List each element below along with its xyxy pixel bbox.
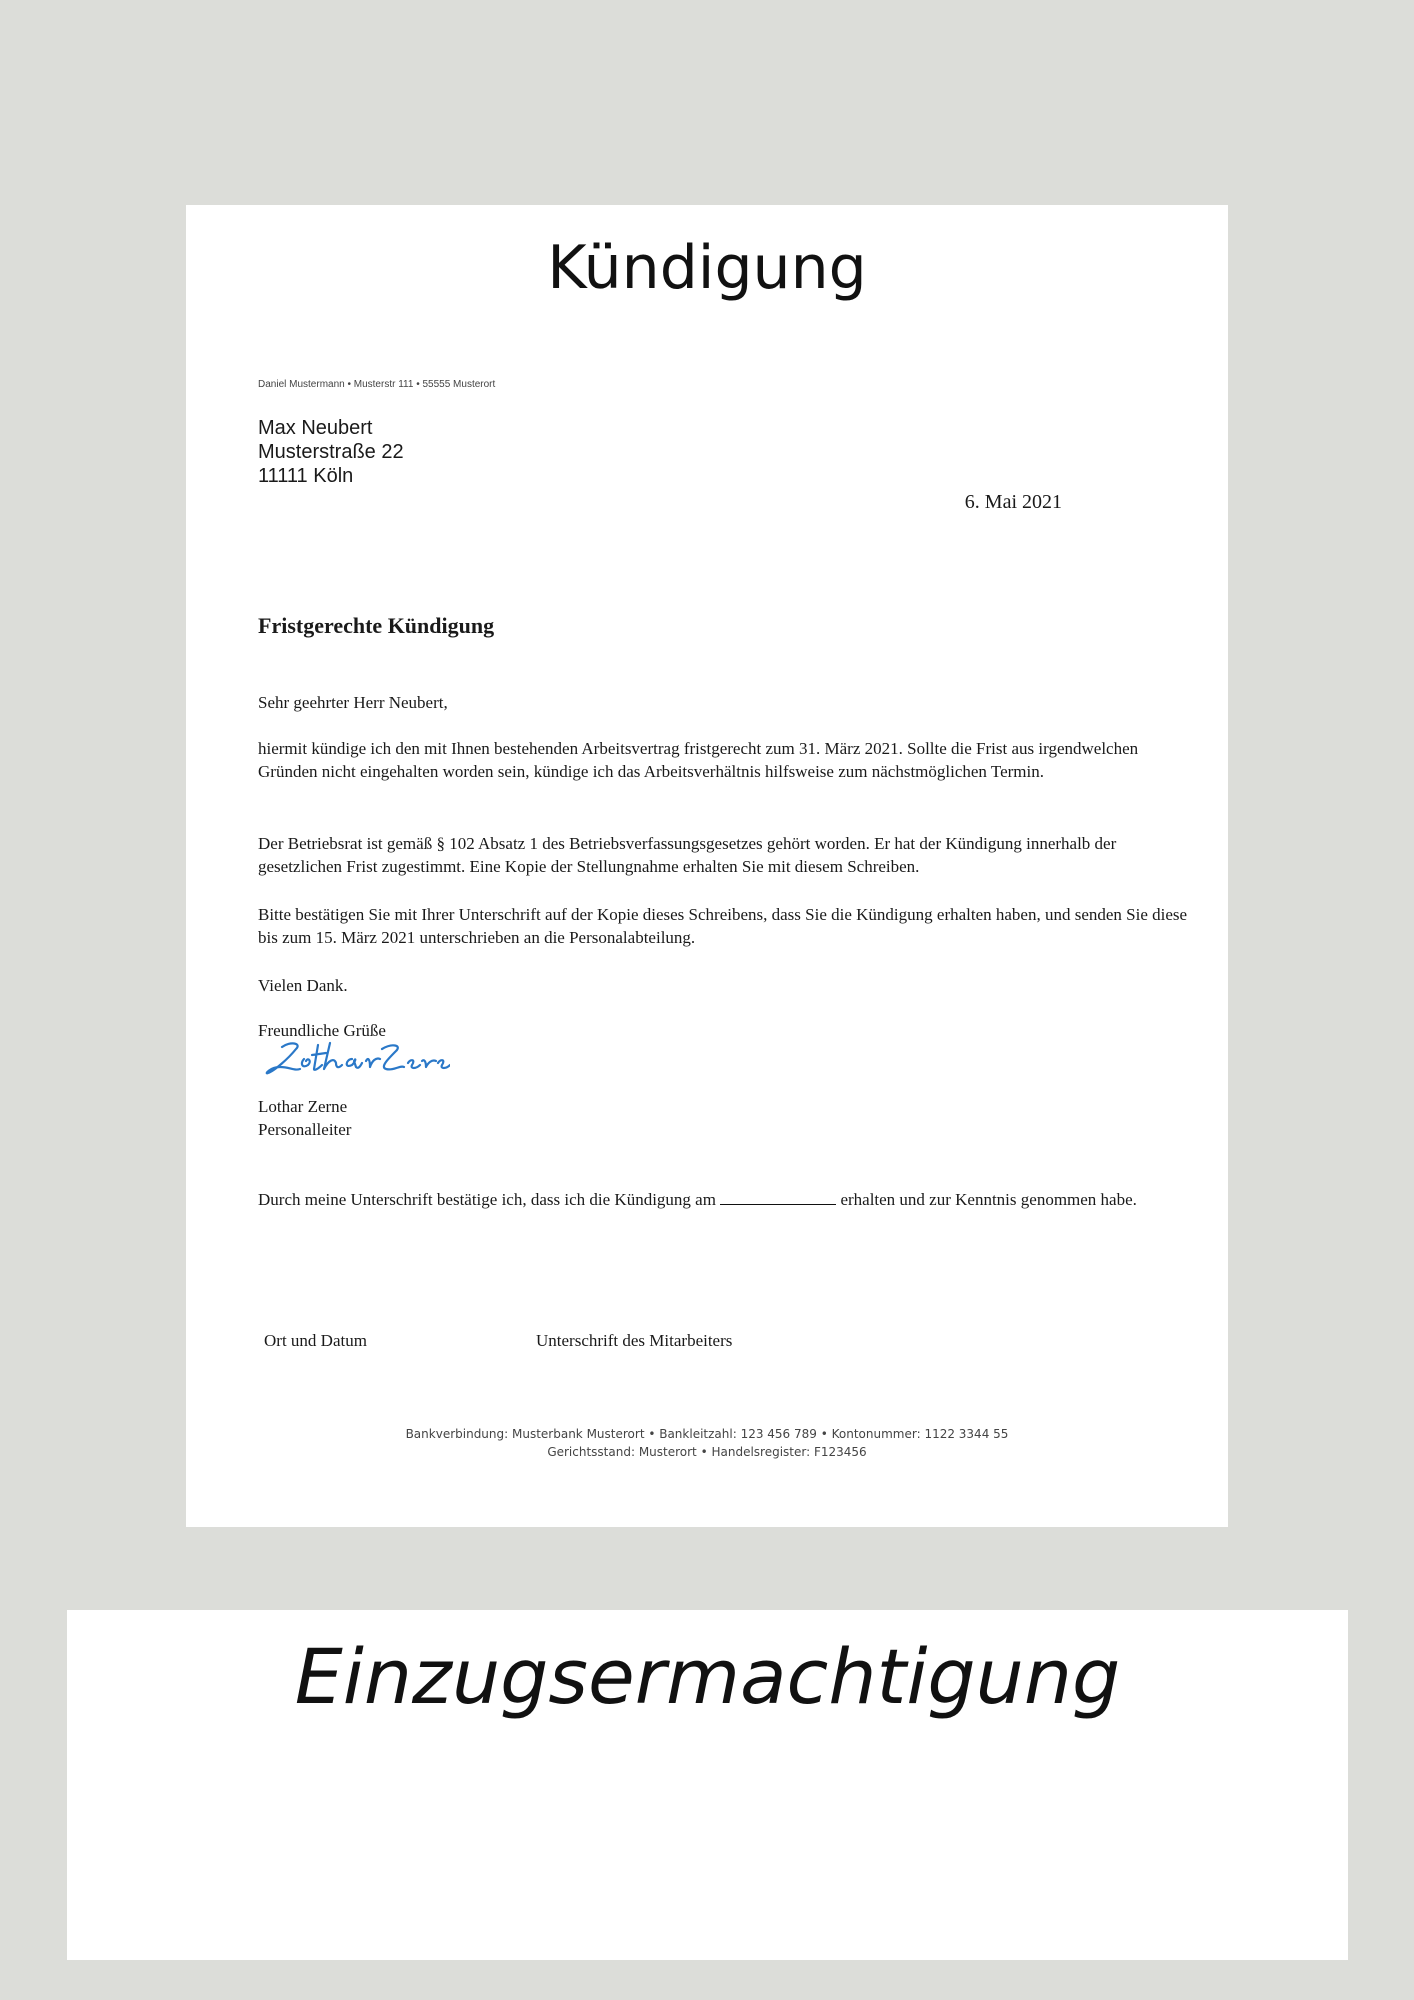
paragraph-3: Bitte bestätigen Sie mit Ihrer Unterschrift auf der Kopie dieses Schreibens, dass Sie die Kündigung erhalten haben, und senden Sie diese bis zum 15. März 2021 unterschrieben an die Personalabteilung. (258, 905, 1188, 947)
employee-signature-label: Unterschrift des Mitarbeiters (536, 1331, 733, 1350)
date-blank-line (720, 1190, 836, 1205)
sender-line: Daniel Mustermann • Musterstr 111 • 55555 Musterort (258, 379, 496, 390)
confirmation-text-before: Durch meine Unterschrift bestätige ich, dass ich die Kündigung am (258, 1190, 716, 1209)
paragraph-2: Der Betriebsrat ist gemäß § 102 Absatz 1 des Betriebsverfassungsgesetzes gehört worden. Er hat der Kündigung innerhalb der gesetzlichen Frist zugestimmt. Eine Kopie der Stellungnahme erhalten Sie mit diesem Schreiben. (258, 834, 1117, 876)
recipient-address (258, 416, 404, 488)
recipient-name: Max Neubert (258, 417, 373, 439)
closing-line: Freundliche Grüße (258, 1021, 386, 1040)
place-date-label: Ort und Datum (264, 1331, 367, 1350)
confirmation-text (258, 1188, 1188, 1211)
letter-page (258, 205, 1188, 1527)
paragraph-1: hiermit kündige ich den mit Ihnen bestehenden Arbeitsvertrag fristgerecht zum 31. März 2021. Sollte die Frist aus irgendwelchen Gründen nicht eingehalten worden sein, kündige ich das Arbeitsverhältnis hilfsweise zum nächstmöglichen Termin. (258, 739, 1139, 781)
confirmation-text-after: erhalten und zur Kenntnis genommen habe. (840, 1190, 1137, 1209)
footer-bank-details: Bankverbindung: Musterbank Musterort • Bankleitzahl: 123 456 789 • Kontonummer: 1122 3344 55 (405, 1427, 1009, 1441)
recipient-city: 11111 Köln (258, 465, 354, 487)
handwritten-signature (260, 1037, 450, 1085)
signer-name: Lothar Zerne (258, 1097, 348, 1116)
card-title: Kündigung (547, 233, 867, 303)
salutation: Sehr geehrter Herr Neubert, (258, 693, 448, 712)
thanks-line: Vielen Dank. (258, 976, 348, 995)
title-banner (67, 1610, 1348, 1960)
footer-court-register: Gerichtsstand: Musterort • Handelsregister: F123456 (547, 1445, 867, 1459)
letter-subject: Fristgerechte Kündigung (258, 613, 495, 638)
recipient-street: Musterstraße 22 (258, 441, 404, 463)
letter-footer (186, 1425, 1228, 1461)
letter-date: 6. Mai 2021 (964, 491, 1062, 513)
signer-role: Personalleiter (258, 1120, 352, 1139)
signer-block (258, 1095, 351, 1141)
document-preview-card (186, 205, 1228, 1527)
banner-title: Einzugsermachtigung (294, 1632, 1121, 1721)
